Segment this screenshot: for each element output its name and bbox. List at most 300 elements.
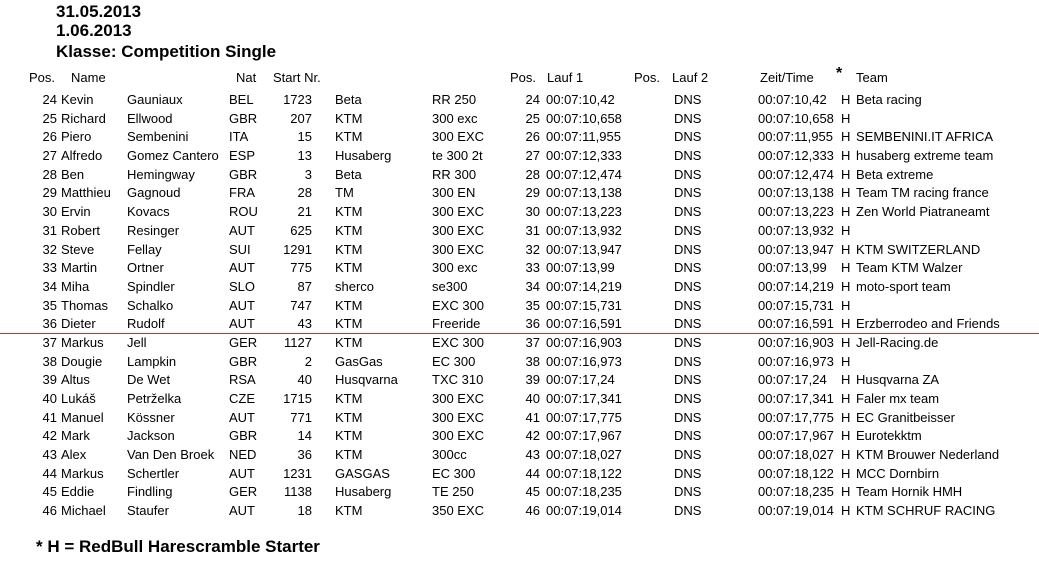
date-line-1: 31.05.2013 — [56, 2, 142, 21]
cell-model: 300 EXC — [432, 241, 485, 257]
cell-nat: AUT — [229, 465, 255, 481]
cell-brand: GasGas — [335, 353, 383, 369]
cell-h: H — [841, 465, 851, 481]
cell-model: RR 250 — [432, 92, 477, 107]
cell-pos1: 42 — [525, 428, 540, 444]
cell-lauf1: 00:07:13,223 — [546, 204, 622, 220]
col-header-pos-lauf1: Pos. — [510, 70, 537, 85]
cell-team: Beta racing — [856, 92, 922, 107]
results-table — [0, 91, 1039, 521]
cell-lauf2: DNS — [674, 222, 702, 238]
cell-lauf2: DNS — [674, 241, 702, 257]
cell-brand: KTM — [335, 204, 363, 220]
cell-team: Zen World Piatraneamt — [856, 204, 990, 220]
cell-h: H — [841, 278, 851, 294]
cell-pos: 31 — [42, 222, 57, 238]
table-row — [0, 353, 1039, 372]
cell-model: EC 300 — [432, 353, 476, 369]
cell-pos1: 46 — [525, 503, 540, 519]
cell-brand: TM — [335, 185, 354, 201]
cell-h: H — [841, 129, 851, 145]
cell-nat: AUT — [229, 503, 255, 519]
cell-pos: 34 — [42, 278, 57, 294]
cell-team: Team TM racing france — [856, 185, 989, 201]
cell-time: 00:07:12,474 — [758, 166, 834, 182]
cell-brand: KTM — [335, 316, 363, 332]
cell-nat: GER — [229, 484, 258, 500]
cell-pos: 28 — [42, 166, 57, 182]
cell-team: MCC Dornbirn — [856, 465, 940, 481]
cell-model: TXC 310 — [432, 372, 484, 388]
cell-last: Staufer — [127, 503, 169, 519]
cell-lauf2: DNS — [674, 297, 702, 313]
cell-lauf1: 00:07:18,235 — [546, 484, 622, 500]
cell-pos1: 38 — [525, 353, 540, 369]
cell-h: H — [841, 260, 851, 276]
table-row — [0, 166, 1039, 185]
cell-pos1: 41 — [525, 409, 540, 425]
cell-nat: BEL — [229, 92, 254, 107]
cell-start: 28 — [297, 185, 312, 201]
cell-model: EXC 300 — [432, 297, 485, 313]
cell-pos: 25 — [42, 110, 57, 126]
cell-lauf2: DNS — [674, 353, 702, 369]
cell-first: Miha — [61, 278, 90, 294]
cell-last: Rudolf — [127, 316, 165, 332]
cell-first: Martin — [61, 260, 98, 276]
cell-first: Matthieu — [61, 185, 111, 201]
col-header-pos: Pos. — [29, 70, 56, 85]
cell-last: Gagnoud — [127, 185, 181, 201]
cell-time: 00:07:10,658 — [758, 110, 834, 126]
cell-last: Schertler — [127, 465, 180, 481]
cell-team: husaberg extreme team — [856, 148, 994, 164]
cell-lauf1: 00:07:15,731 — [546, 297, 622, 313]
cell-lauf1: 00:07:17,24 — [546, 372, 615, 388]
cell-lauf1: 00:07:13,138 — [546, 185, 622, 201]
cell-first: Steve — [61, 241, 95, 257]
cell-team: Husqvarna ZA — [856, 372, 940, 388]
cell-pos1: 33 — [525, 260, 540, 276]
cell-model: se300 — [432, 278, 468, 294]
cell-lauf2: DNS — [674, 278, 702, 294]
cell-model: RR 300 — [432, 166, 477, 182]
cell-first: Thomas — [61, 297, 108, 313]
cell-h: H — [841, 110, 851, 126]
cell-lauf1: 00:07:13,947 — [546, 241, 622, 257]
cell-time: 00:07:18,235 — [758, 484, 834, 500]
cell-nat: SLO — [229, 278, 256, 294]
cell-first: Alex — [61, 447, 87, 463]
cell-brand: KTM — [335, 129, 363, 145]
cell-pos1: 39 — [525, 372, 540, 388]
cell-pos: 40 — [42, 391, 57, 406]
cell-start: 207 — [290, 110, 312, 126]
cell-nat: AUT — [229, 222, 255, 238]
cell-first: Lukáš — [61, 391, 96, 406]
table-row — [0, 91, 1039, 110]
cell-last: De Wet — [127, 372, 171, 388]
cell-h: H — [841, 185, 851, 201]
table-row — [0, 465, 1039, 484]
cell-brand: GASGAS — [335, 465, 390, 481]
cell-lauf2: DNS — [674, 129, 702, 145]
cell-lauf1: 00:07:19,014 — [546, 503, 622, 519]
cell-lauf2: DNS — [674, 185, 702, 201]
cell-last: Kovacs — [127, 204, 170, 220]
cell-start: 1715 — [283, 391, 312, 406]
cell-last: Hemingway — [127, 166, 195, 182]
table-row — [0, 184, 1039, 203]
cell-pos: 46 — [42, 503, 57, 519]
cell-pos: 27 — [42, 148, 57, 164]
cell-h: H — [841, 92, 851, 107]
cell-last: Gauniaux — [127, 92, 183, 107]
cell-h: H — [841, 503, 851, 519]
cell-pos1: 43 — [525, 447, 540, 463]
cell-h: H — [841, 241, 851, 257]
cell-lauf1: 00:07:13,932 — [546, 222, 622, 238]
cell-start: 2 — [304, 353, 312, 369]
cell-model: 300 EXC — [432, 409, 485, 425]
cell-team: Jell-Racing.de — [856, 334, 939, 350]
cell-lauf1: 00:07:16,903 — [546, 334, 622, 350]
cell-pos: 32 — [42, 241, 57, 257]
cell-time: 00:07:14,219 — [758, 278, 834, 294]
cell-nat: GBR — [229, 110, 258, 126]
column-header-row — [0, 65, 1039, 86]
cell-time: 00:07:17,967 — [758, 428, 834, 444]
cell-nat: RSA — [229, 372, 256, 388]
cell-pos: 30 — [42, 204, 57, 220]
cell-pos1: 32 — [525, 241, 540, 257]
cell-model: TE 250 — [432, 484, 474, 500]
cell-model: 300 EN — [432, 185, 476, 201]
cell-start: 1231 — [283, 465, 312, 481]
table-row — [0, 483, 1039, 502]
cell-last: Ellwood — [127, 110, 173, 126]
table-row — [0, 241, 1039, 260]
cell-pos1: 30 — [525, 204, 540, 220]
cell-last: Fellay — [127, 241, 162, 257]
cell-lauf1: 00:07:10,42 — [546, 92, 615, 107]
table-row — [0, 427, 1039, 446]
cell-h: H — [841, 447, 851, 463]
cell-pos: 29 — [42, 185, 57, 201]
cell-brand: Husaberg — [335, 148, 392, 164]
cell-h: H — [841, 428, 851, 444]
cell-nat: GBR — [229, 166, 258, 182]
date-line-2: 1.06.2013 — [56, 21, 132, 40]
cell-start: 771 — [290, 409, 312, 425]
cell-lauf2: DNS — [674, 428, 702, 444]
cell-lauf2: DNS — [674, 92, 702, 107]
col-header-name: Name — [71, 70, 106, 85]
cell-pos: 44 — [42, 465, 57, 481]
col-header-nat: Nat — [236, 70, 257, 85]
cell-lauf1: 00:07:10,658 — [546, 110, 622, 126]
table-row — [0, 128, 1039, 147]
cell-lauf2: DNS — [674, 372, 702, 388]
cell-lauf1: 00:07:16,591 — [546, 316, 622, 332]
cell-pos1: 31 — [525, 222, 540, 238]
cell-team: Team Hornik HMH — [856, 484, 963, 500]
cell-start: 40 — [297, 372, 312, 388]
cell-pos: 41 — [42, 409, 57, 425]
cell-pos1: 28 — [525, 166, 540, 182]
cell-model: 300 exc — [432, 260, 478, 276]
cell-h: H — [841, 372, 851, 388]
cell-lauf2: DNS — [674, 503, 702, 519]
cell-lauf1: 00:07:17,967 — [546, 428, 622, 444]
cell-pos1: 26 — [525, 129, 540, 145]
cell-time: 00:07:13,932 — [758, 222, 834, 238]
cell-h: H — [841, 316, 851, 332]
cell-brand: Beta — [335, 166, 362, 182]
cell-lauf1: 00:07:12,474 — [546, 166, 622, 182]
cell-start: 3 — [304, 166, 312, 182]
cell-time: 00:07:18,027 — [758, 447, 834, 463]
cell-last: Jell — [127, 334, 147, 350]
cell-nat: ITA — [229, 129, 249, 145]
cell-model: 300 EXC — [432, 222, 485, 238]
cell-time: 00:07:17,775 — [758, 409, 834, 425]
cell-pos: 24 — [42, 92, 57, 107]
cell-first: Kevin — [61, 92, 94, 107]
cell-time: 00:07:16,973 — [758, 353, 834, 369]
cell-nat: AUT — [229, 316, 255, 332]
cell-last: Gomez Cantero — [127, 148, 219, 164]
cell-nat: GER — [229, 334, 258, 350]
cell-start: 625 — [290, 222, 312, 238]
cell-first: Markus — [61, 465, 104, 481]
cell-first: Eddie — [61, 484, 95, 500]
cell-lauf2: DNS — [674, 260, 702, 276]
cell-brand: KTM — [335, 260, 363, 276]
table-row — [0, 315, 1039, 334]
table-row — [0, 502, 1039, 521]
cell-team: Beta extreme — [856, 166, 934, 182]
cell-last: Van Den Broek — [127, 447, 215, 463]
cell-brand: KTM — [335, 409, 363, 425]
footer-legend: * H = RedBull Harescramble Starter — [36, 537, 320, 556]
cell-nat: ROU — [229, 204, 258, 220]
cell-start: 1723 — [283, 92, 312, 107]
cell-team: Eurotekktm — [856, 428, 922, 444]
cell-brand: sherco — [335, 278, 375, 294]
table-row — [0, 278, 1039, 297]
cell-team: KTM Brouwer Nederland — [856, 447, 1000, 463]
cell-team: Erzberrodeo and Friends — [856, 316, 1000, 332]
cell-pos1: 35 — [525, 297, 540, 313]
cell-h: H — [841, 148, 851, 164]
cell-lauf2: DNS — [674, 204, 702, 220]
cell-lauf1: 00:07:16,973 — [546, 353, 622, 369]
cell-time: 00:07:13,223 — [758, 204, 834, 220]
cell-start: 1291 — [283, 241, 312, 257]
table-row — [0, 390, 1039, 409]
cell-h: H — [841, 204, 851, 220]
cell-last: Ortner — [127, 260, 164, 276]
cell-first: Michael — [61, 503, 106, 519]
col-header-star: * — [836, 65, 843, 82]
cell-first: Robert — [61, 222, 101, 238]
cell-model: 300 exc — [432, 110, 478, 126]
cell-time: 00:07:18,122 — [758, 465, 834, 481]
cell-lauf1: 00:07:12,333 — [546, 148, 622, 164]
col-header-pos-lauf2: Pos. — [634, 70, 661, 85]
cell-last: Lampkin — [127, 353, 177, 369]
cell-nat: GBR — [229, 353, 258, 369]
cell-pos1: 45 — [525, 484, 540, 500]
cell-last: Spindler — [127, 278, 175, 294]
cell-time: 00:07:16,591 — [758, 316, 834, 332]
cell-lauf2: DNS — [674, 148, 702, 164]
table-row — [0, 297, 1039, 316]
cell-brand: KTM — [335, 428, 363, 444]
cell-brand: KTM — [335, 334, 363, 350]
cell-brand: KTM — [335, 447, 363, 463]
cell-team: Team KTM Walzer — [856, 260, 963, 276]
cell-brand: KTM — [335, 241, 363, 257]
cell-first: Ervin — [61, 204, 91, 220]
cell-nat: SUI — [229, 241, 251, 257]
cell-model: te 300 2t — [432, 148, 483, 164]
cell-pos1: 40 — [525, 391, 540, 406]
cell-last: Petrželka — [127, 391, 182, 406]
table-row — [0, 259, 1039, 278]
cell-lauf2: DNS — [674, 391, 702, 406]
cell-time: 00:07:10,42 — [758, 92, 827, 107]
cell-start: 43 — [297, 316, 312, 332]
cell-time: 00:07:19,014 — [758, 503, 834, 519]
cell-pos: 45 — [42, 484, 57, 500]
cell-model: 300 EXC — [432, 428, 485, 444]
cell-start: 1127 — [284, 334, 312, 350]
cell-nat: AUT — [229, 297, 255, 313]
cell-pos: 43 — [42, 447, 57, 463]
cell-brand: Beta — [335, 92, 362, 107]
cell-h: H — [841, 222, 851, 238]
cell-last: Schalko — [127, 297, 174, 313]
cell-lauf1: 00:07:17,341 — [546, 391, 622, 406]
cell-brand: Husqvarna — [335, 372, 398, 388]
cell-lauf1: 00:07:18,027 — [546, 447, 622, 463]
cell-first: Ben — [61, 166, 85, 182]
cell-time: 00:07:15,731 — [758, 297, 834, 313]
cell-pos: 38 — [42, 353, 57, 369]
cell-h: H — [841, 391, 851, 406]
cell-time: 00:07:11,955 — [758, 129, 833, 145]
cell-team: KTM SCHRUF RACING — [856, 503, 996, 519]
table-row — [0, 110, 1039, 129]
table-row — [0, 334, 1039, 353]
col-header-lauf2: Lauf 2 — [672, 70, 709, 85]
col-header-team: Team — [856, 70, 888, 85]
cell-time: 00:07:13,138 — [758, 185, 834, 201]
table-row — [0, 446, 1039, 465]
cell-pos1: 29 — [525, 185, 540, 201]
cell-lauf1: 00:07:17,775 — [546, 409, 622, 425]
cell-last: Sembenini — [127, 129, 189, 145]
cell-nat: ESP — [229, 148, 256, 164]
cell-first: Altus — [61, 372, 90, 388]
cell-pos: 39 — [42, 372, 57, 388]
col-header-time: Zeit/Time — [760, 70, 814, 85]
cell-start: 747 — [290, 297, 312, 313]
cell-first: Piero — [61, 129, 92, 145]
table-row — [0, 371, 1039, 390]
cell-pos: 33 — [42, 260, 57, 276]
cell-nat: CZE — [229, 391, 255, 406]
cell-model: 300 EXC — [432, 204, 485, 220]
cell-model: EC 300 — [432, 465, 476, 481]
cell-lauf2: DNS — [674, 166, 702, 182]
cell-start: 21 — [297, 204, 312, 220]
cell-lauf1: 00:07:11,955 — [546, 129, 621, 145]
cell-model: 300 EXC — [432, 129, 485, 145]
cell-lauf2: DNS — [674, 409, 702, 425]
cell-lauf2: DNS — [674, 465, 702, 481]
cell-brand: KTM — [335, 391, 363, 406]
cell-brand: KTM — [335, 222, 363, 238]
cell-last: Findling — [127, 484, 173, 500]
cell-time: 00:07:17,341 — [758, 391, 834, 406]
col-header-lauf1: Lauf 1 — [547, 70, 584, 85]
cell-pos1: 44 — [525, 465, 540, 481]
cell-start: 1138 — [284, 484, 312, 500]
cell-nat: AUT — [229, 260, 255, 276]
cell-h: H — [841, 297, 851, 313]
cell-pos1: 37 — [525, 334, 540, 350]
cell-model: 300cc — [432, 447, 467, 463]
cell-brand: Husaberg — [335, 484, 392, 500]
cell-last: Kössner — [127, 409, 175, 425]
cell-last: Jackson — [127, 428, 175, 444]
cell-first: Alfredo — [61, 148, 103, 164]
cell-first: Mark — [61, 428, 90, 444]
cell-nat: GBR — [229, 428, 258, 444]
cell-pos1: 25 — [525, 110, 540, 126]
cell-pos: 35 — [42, 297, 57, 313]
cell-time: 00:07:13,947 — [758, 241, 834, 257]
cell-nat: AUT — [229, 409, 255, 425]
cell-pos1: 36 — [525, 316, 540, 332]
cell-time: 00:07:16,903 — [758, 334, 834, 350]
cell-first: Richard — [61, 110, 106, 126]
cell-h: H — [841, 166, 851, 182]
cell-pos1: 24 — [525, 92, 540, 107]
cell-start: 15 — [297, 129, 312, 145]
cell-lauf2: DNS — [674, 316, 702, 332]
cell-team: moto-sport team — [856, 278, 951, 294]
cell-pos1: 27 — [525, 148, 540, 164]
cell-pos: 26 — [42, 129, 57, 145]
cell-team: SEMBENINI.IT AFRICA — [856, 129, 994, 145]
cell-nat: FRA — [229, 185, 255, 201]
cell-h: H — [841, 334, 851, 350]
cell-team: Faler mx team — [856, 391, 940, 406]
table-row — [0, 409, 1039, 428]
cell-brand: KTM — [335, 297, 363, 313]
cell-start: 14 — [297, 428, 312, 444]
cell-time: 00:07:12,333 — [758, 148, 834, 164]
cell-h: H — [841, 484, 851, 500]
cell-first: Markus — [61, 334, 104, 350]
table-row — [0, 147, 1039, 166]
cell-lauf2: DNS — [674, 110, 702, 126]
cell-model: EXC 300 — [432, 334, 485, 350]
